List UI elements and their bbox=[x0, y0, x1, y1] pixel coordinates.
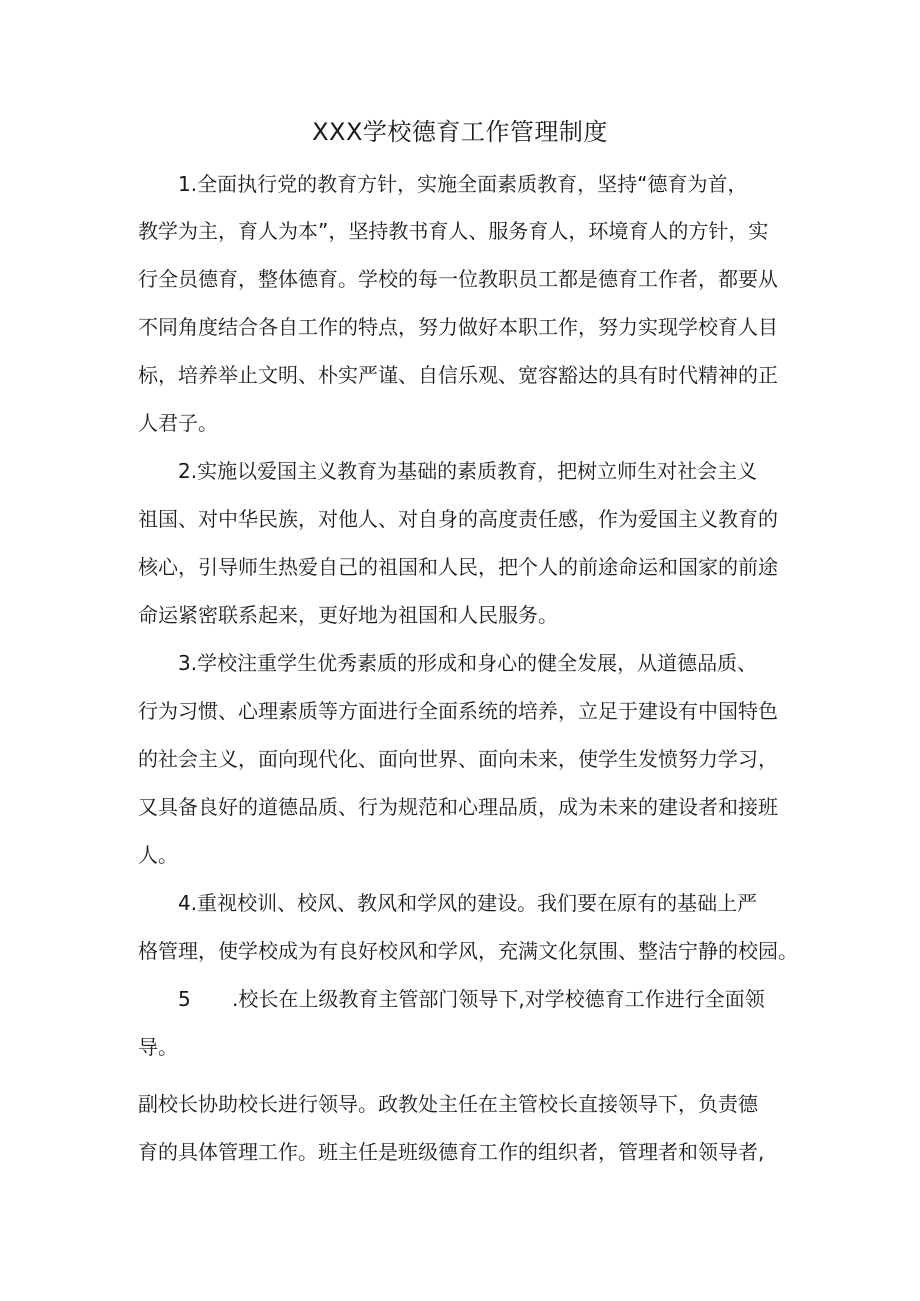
paragraph-text: .校长在上级教育主管部门领导下,对学校德育工作进行全面领 bbox=[232, 987, 765, 1011]
paragraph-number: 4 bbox=[178, 891, 191, 915]
paragraph-1-line-5: 标，培养举止文明、朴实严谨、自信乐观、宽容豁达的具有时代精神的正 bbox=[138, 363, 778, 387]
paragraph-6-line-1: 副校长协助校长进行领导。政教处主任在主管校长直接领导下，负责德 bbox=[138, 1092, 758, 1116]
paragraph-4-line-1 bbox=[178, 889, 757, 917]
paragraph-1-line-4: 不同角度结合各自工作的特点，努力做好本职工作，努力实现学校育人目 bbox=[138, 315, 778, 339]
paragraph-3-line-5: 人。 bbox=[138, 843, 178, 867]
paragraph-number: 2 bbox=[178, 459, 191, 483]
paragraph-6-line-2: 育的具体管理工作。班主任是班级德育工作的组织者，管理者和领导者, bbox=[138, 1140, 765, 1164]
paragraph-1-line-6: 人君子。 bbox=[138, 411, 218, 435]
paragraph-3-line-3: 的社会主义，面向现代化、面向世界、面向未来，使学生发愤努力学习， bbox=[138, 747, 778, 771]
paragraph-1-line-1 bbox=[178, 170, 747, 198]
paragraph-3-line-1 bbox=[178, 649, 757, 677]
paragraph-text: .重视校训、校风、教风和学风的建设。我们要在原有的基础上严 bbox=[190, 891, 758, 915]
paragraph-number: 1 bbox=[178, 172, 191, 196]
paragraph-number: 3 bbox=[178, 651, 191, 675]
paragraph-3-line-4: 又具备良好的道德品质、行为规范和心理品质，成为未来的建设者和接班 bbox=[138, 795, 778, 819]
paragraph-2-line-1 bbox=[178, 457, 757, 485]
document-title: XXX学校德育工作管理制度 bbox=[312, 118, 608, 146]
paragraph-1-line-2: 教学为主，育人为本”，坚持教书育人、服务育人，环境育人的方针，实 bbox=[138, 219, 769, 243]
paragraph-5-line-1 bbox=[178, 985, 765, 1013]
paragraph-2-line-2: 祖国、对中华民族，对他人、对自身的高度责任感，作为爱国主义教育的 bbox=[138, 507, 778, 531]
paragraph-3-line-2: 行为习惯、心理素质等方面进行全面系统的培养，立足于建设有中国特色 bbox=[138, 699, 778, 723]
paragraph-text: .学校注重学生优秀素质的形成和身心的健全发展，从道德品质、 bbox=[190, 651, 758, 675]
paragraph-number: 5 bbox=[178, 987, 191, 1011]
paragraph-text: .实施以爱国主义教育为基础的素质教育，把树立师生对社会主义 bbox=[190, 459, 758, 483]
paragraph-text: .全面执行党的教育方针，实施全面素质教育，坚持“德育为首， bbox=[190, 172, 748, 196]
paragraph-4-line-2: 格管理，使学校成为有良好校风和学风，充满文化氛围、整洁宁静的校园。 bbox=[138, 939, 798, 963]
paragraph-2-line-4: 命运紧密联系起来，更好地为祖国和人民服务。 bbox=[138, 603, 558, 627]
paragraph-1-line-3: 行全员德育，整体德育。学校的每一位教职员工都是德育工作者，都要从 bbox=[138, 267, 778, 291]
paragraph-2-line-3: 核心，引导师生热爱自己的祖国和人民，把个人的前途命运和国家的前途 bbox=[138, 555, 778, 579]
paragraph-5-line-2: 导。 bbox=[138, 1035, 178, 1059]
